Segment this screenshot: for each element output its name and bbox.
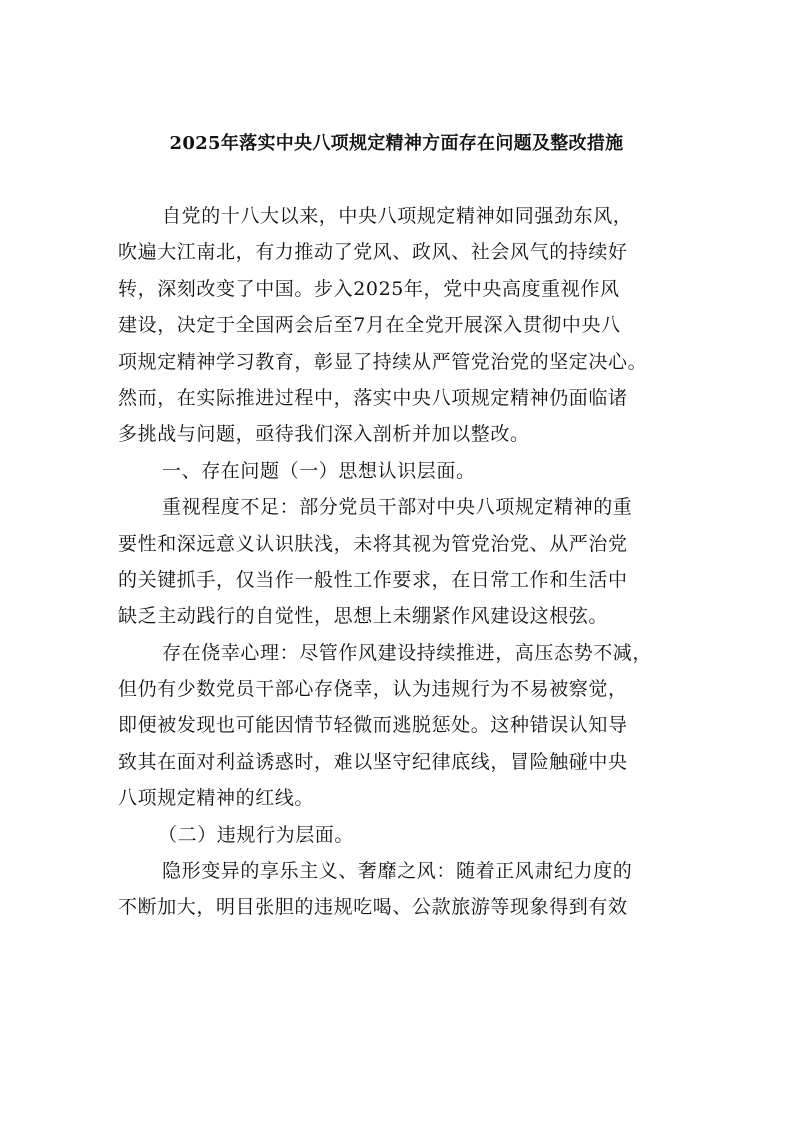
- paragraph-line: 的关键抓手，仅当作一般性工作要求，在日常工作和生活中: [118, 568, 628, 591]
- paragraph-line: 转，深刻改变了中国。步入2025年，党中央高度重视作风: [118, 277, 620, 300]
- paragraph-line: 存在侥幸心理：尽管作风建设持续推进，高压态势不减，: [162, 641, 653, 664]
- paragraph-line: 缺乏主动践行的自觉性，思想上未绷紧作风建设这根弦。: [118, 605, 609, 628]
- paragraph-line: 多挑战与问题，亟待我们深入剖析并加以整改。: [118, 423, 530, 446]
- paragraph-line: 自党的十八大以来，中央八项规定精神如同强劲东风，: [162, 205, 633, 227]
- paragraph-line: 八项规定精神的红线。: [118, 787, 315, 810]
- paragraph-line: 不断加大，明目张胆的违规吃喝、公款旅游等现象得到有效: [118, 896, 628, 919]
- paragraph-line: 重视程度不足：部分党员干部对中央八项规定精神的重: [162, 496, 633, 519]
- paragraph-line: 隐形变异的享乐主义、奢靡之风：随着正风肃纪力度的: [162, 860, 633, 883]
- document-body: [118, 198, 678, 926]
- paragraph-line: 要性和深远意义认识肤浅，未将其视为管党治党、从严治党: [118, 532, 628, 555]
- paragraph-line: 建设，决定于全国两会后至7月在全党开展深入贯彻中央八: [118, 314, 621, 337]
- paragraph-line: 项规定精神学习教育，彰显了持续从严管党治党的坚定决心。: [118, 350, 648, 373]
- paragraph-line: 致其在面对利益诱惑时，难以坚守纪律底线，冒险触碰中央: [118, 750, 628, 773]
- subsection-heading: （二）违规行为层面。: [158, 823, 355, 846]
- document-title: 2025年落实中央八项规定精神方面存在问题及整改措施: [169, 133, 624, 154]
- paragraph-line: 然而，在实际推进过程中，落实中央八项规定精神仍面临诸: [118, 386, 628, 409]
- paragraph-line: 但仍有少数党员干部心存侥幸，认为违规行为不易被察觉，: [118, 678, 628, 701]
- section-heading: 一、存在问题（一）思想认识层面。: [162, 459, 476, 482]
- paragraph-line: 即便被发现也可能因情节轻微而逃脱惩处。这种错误认知导: [118, 714, 628, 737]
- paragraph-line: 吹遍大江南北，有力推动了党风、政风、社会风气的持续好: [118, 241, 628, 264]
